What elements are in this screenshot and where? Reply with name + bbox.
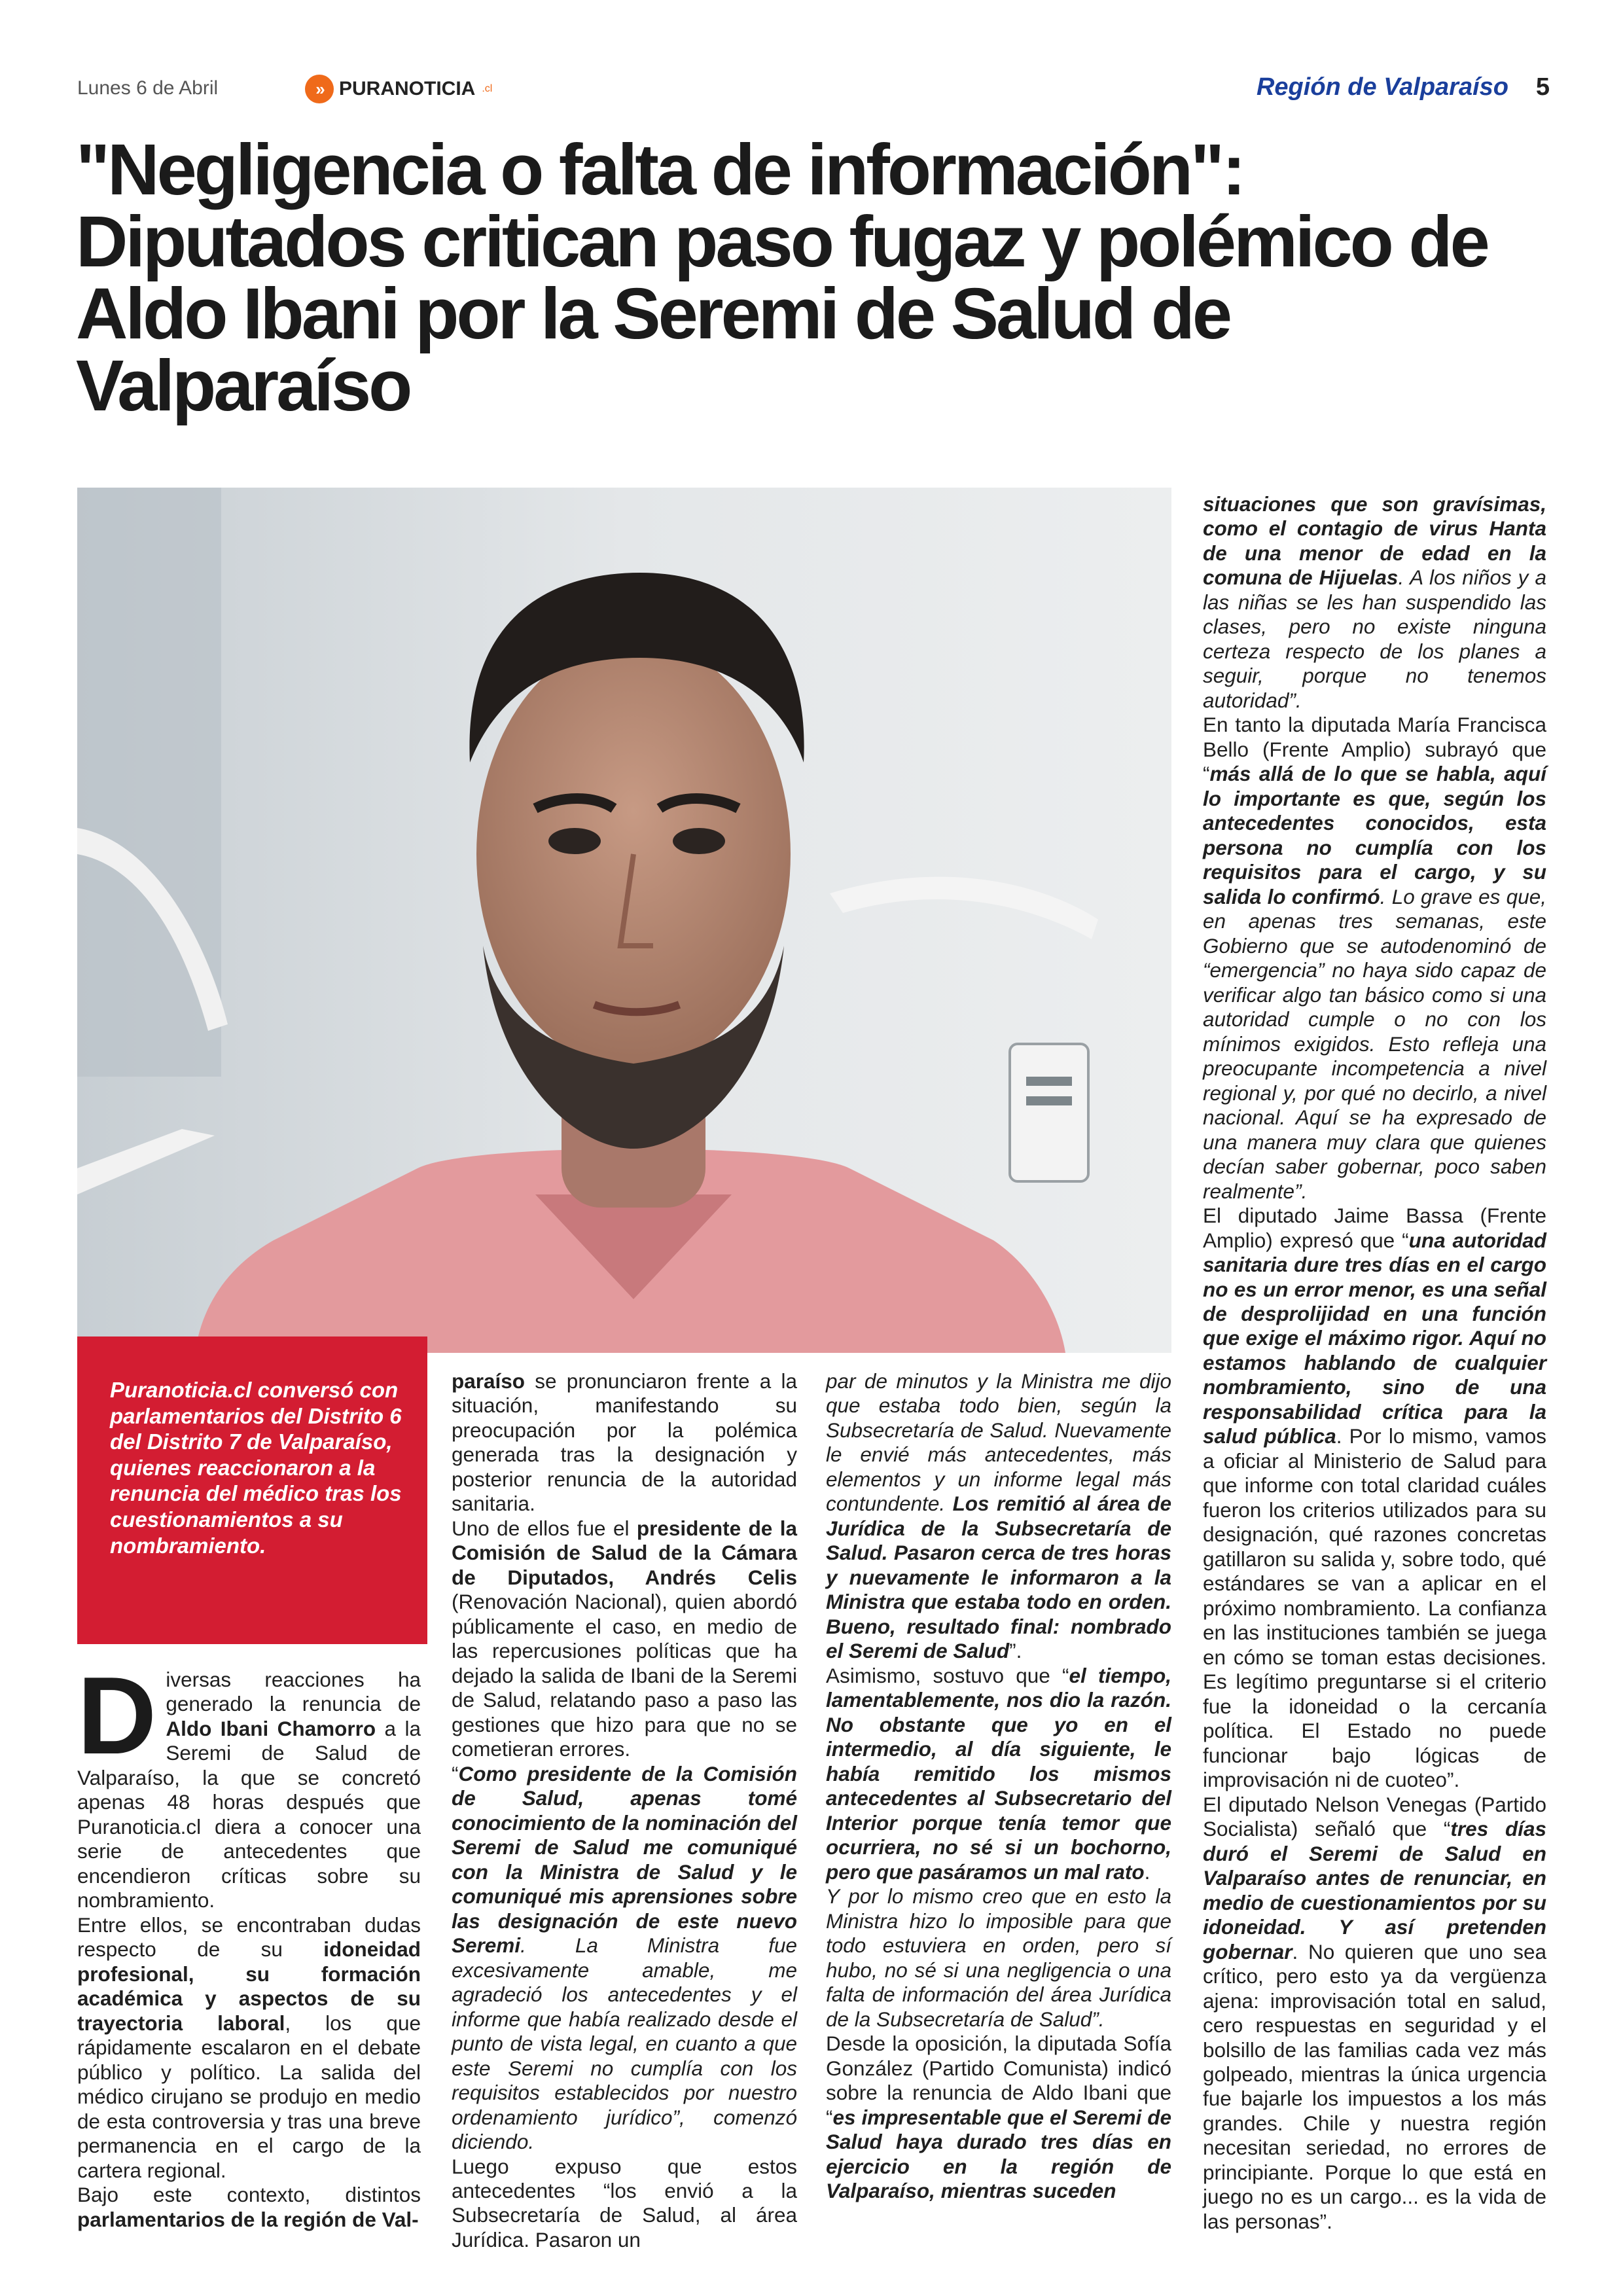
- logo-suffix: .cl: [482, 83, 493, 94]
- c2-paragraph-1: paraíso se pronunciaron frente a la situación, manifestando su preocupación por la polémica generada tras la designación y posterior renuncia de la autoridad sanitaria.: [452, 1369, 797, 1516]
- logo-arrows-icon: »: [305, 75, 334, 103]
- c1-paragraph-3: Bajo este contexto, distintos parlamentarios de la región de Val-: [77, 2183, 421, 2231]
- c4-paragraph-3: El diputado Jaime Bassa (Frente Amplio) expresó que “una autoridad sanitaria dure tres días en el cargo no es un error menor, es una señal de desprolijidad en una función que exige el máximo rigor. Aquí no estamos hablando de cualquier nombramiento, sino de una responsabilidad crítica para la salud pública. Por lo mismo, vamos a oficiar al Ministerio de Salud para que informe con total claridad cuáles fueron los criterios utilizados para su designación, qué razones concretas gatillaron su salida y, sobre todo, qué estándares se van a aplicar en el próximo nombramiento. La confianza en las instituciones también se juega en cómo se toman estas decisiones. Es legítimo preguntarse si el criterio fue la idoneidad o la cercanía política. El Estado no puede funcionar bajo lógicas de improvisación ni de cuoteo”.: [1203, 1204, 1546, 1792]
- c4-paragraph-1: situaciones que son gravísimas, como el contagio de virus Hanta de una menor de edad en la comuna de Hijuelas. A los niños y a las niñas se les han suspendido las clases, pero no existe ninguna certeza respecto de los planes a seguir, porque no tenemos autoridad”.: [1203, 492, 1546, 712]
- article-column-2: [452, 1369, 797, 2252]
- lead-box: Puranoticia.cl conversó con parlamentarios del Distrito 6 del Distrito 7 de Valparaíso, quienes reaccionaron a la renuncia del médico tras los cuestionamientos a su nombramiento.: [77, 1336, 427, 1644]
- c2-paragraph-2: Uno de ellos fue el presidente de la Comisión de Salud de la Cámara de Diputados, Andrés Celis (Renovación Nacional), quien abordó públicamente el caso, en medio de las repercusiones políticas que ha dejado la salida de Ibani de la Seremi de Salud, relatando paso a paso las gestiones que hizo para que no se cometieran errores.: [452, 1516, 797, 1761]
- c3-paragraph-1: par de minutos y la Ministra me dijo que estaba todo bien, según la Subsecretaría de Salud. Nuevamente le envié más antecedentes, más elementos y un informe legal más contundente. Los remitió al área de Jurídica de la Subsecretaría de Salud. Pasaron cerca de tres horas y nuevamente le informaron a la Ministra que estaba todo en orden. Bueno, resultado final: nombrado el Seremi de Salud”.: [826, 1369, 1171, 1663]
- c3-paragraph-4: Desde la oposición, la diputada Sofía González (Partido Comunista) indicó sobre la renuncia de Aldo Ibani que “es impresentable que el Seremi de Salud haya durado tres días en ejercicio en la región de Valparaíso, mientras suceden: [826, 2032, 1171, 2202]
- headline: "Negligencia o falta de información": Diputados critican paso fugaz y polémico de Aldo Ibani por la Seremi de Salud de Valparaíso: [76, 130, 1488, 426]
- c3-paragraph-3: Y por lo mismo creo que en esto la Ministra hizo lo imposible para que todo estuviera en orden, pero sí hubo, no sé si una negligencia o una falta de información del área Jurídica de la Subsecretaría de Salud”.: [826, 1884, 1171, 2031]
- c4-paragraph-2: En tanto la diputada María Francisca Bello (Frente Amplio) subrayó que “más allá de lo que se habla, aquí lo importante es que, según los antecedentes conocidos, esta persona no cumplía con los requisitos para el cargo, y su salida lo confirmó. Lo grave es que, en apenas tres semanas, este Gobierno que se autodenominó de “emergencia” no haya sido capaz de verificar algo tan básico como si una autoridad cumple o no con los mínimos exigidos. Esto refleja una preocupante incompetencia a nivel regional y, por qué no decirlo, a nivel nacional. Aquí se ha expresado de una manera muy clara que quienes decían saber gobernar, poco saben realmente”.: [1203, 713, 1546, 1203]
- c3-paragraph-2: Asimismo, sostuvo que “el tiempo, lamentablemente, nos dio la razón. No obstante que yo en el intermedio, al día siguiente, le había remitido los mismos antecedentes al Subsecretario del Interior porque tenía temor que ocurriera, no sé si un bochorno, pero que pasáramos un mal rato.: [826, 1663, 1171, 1884]
- c1-paragraph-2: Entre ellos, se encontraban dudas respecto de su idoneidad profesional, su formación académica y aspectos de su trayectoria laboral, los que rápidamente escalaron en el debate público y político. La salida del médico cirujano se produjo en medio de esta controversia y tras una breve permanencia en el cargo de la cartera regional.: [77, 1912, 421, 2182]
- page-number: 5: [1535, 73, 1550, 101]
- article-column-4: [1203, 492, 1546, 2234]
- article-column-3: [826, 1369, 1171, 2203]
- portrait-illustration: [77, 488, 1171, 1353]
- header-logo[interactable]: [305, 75, 492, 103]
- article-column-1: [77, 1654, 421, 2232]
- c4-paragraph-4: El diputado Nelson Venegas (Partido Socialista) señaló que “tres días duró el Seremi de Salud en Valparaíso antes de renunciar, en medio de cuestionamientos por su idoneidad. Y así pretenden gobernar. No quieren que uno sea crítico, pero esto ya da vergüenza ajena: improvisación total en salud, cero respuestas en seguridad y el bolsillo de las familias cada vez más golpeado, mientras la única urgencia fue bajarle los impuestos a los más grandes. Chile y nuestra región necesitan seriedad, no errores de principiante. Porque lo que está en juego no es un cargo... es la vida de las personas”.: [1203, 1792, 1546, 2233]
- logo-text: PURANOTICIA: [339, 78, 476, 99]
- c1-paragraph-1: Diversas reacciones ha generado la renuncia de Aldo Ibani Chamorro a la Seremi de Salud de Valparaíso, la que se concretó apenas 48 horas después que Puranoticia.cl diera a conocer una serie de antecedentes que encendieron críticas sobre su nombramiento.: [77, 1654, 421, 1912]
- c2-paragraph-4: Luego expuso que estos antecedentes “los envió a la Subsecretaría de Salud, al área Jurídica. Pasaron un: [452, 2154, 797, 2251]
- dropcap: D: [77, 1654, 157, 1777]
- header-date: Lunes 6 de Abril: [77, 77, 219, 99]
- section-title: Región de Valparaíso: [1256, 73, 1508, 101]
- c2-paragraph-3: “Como presidente de la Comisión de Salud, apenas tomé conocimiento de la nominación del Seremi de Salud me comuniqué con la Ministra de Salud y le comuniqué mis aprensiones sobre las designación de este nuevo Seremi. La Ministra fue excesivamente amable, me agradeció los antecedentes y el informe que había realizado desde el punto de vista legal, en cuanto a que este Seremi no cumplía con los requisitos establecidos por nuestro ordenamiento jurídico”, comenzó diciendo.: [452, 1761, 797, 2154]
- article-photo: [77, 488, 1171, 1353]
